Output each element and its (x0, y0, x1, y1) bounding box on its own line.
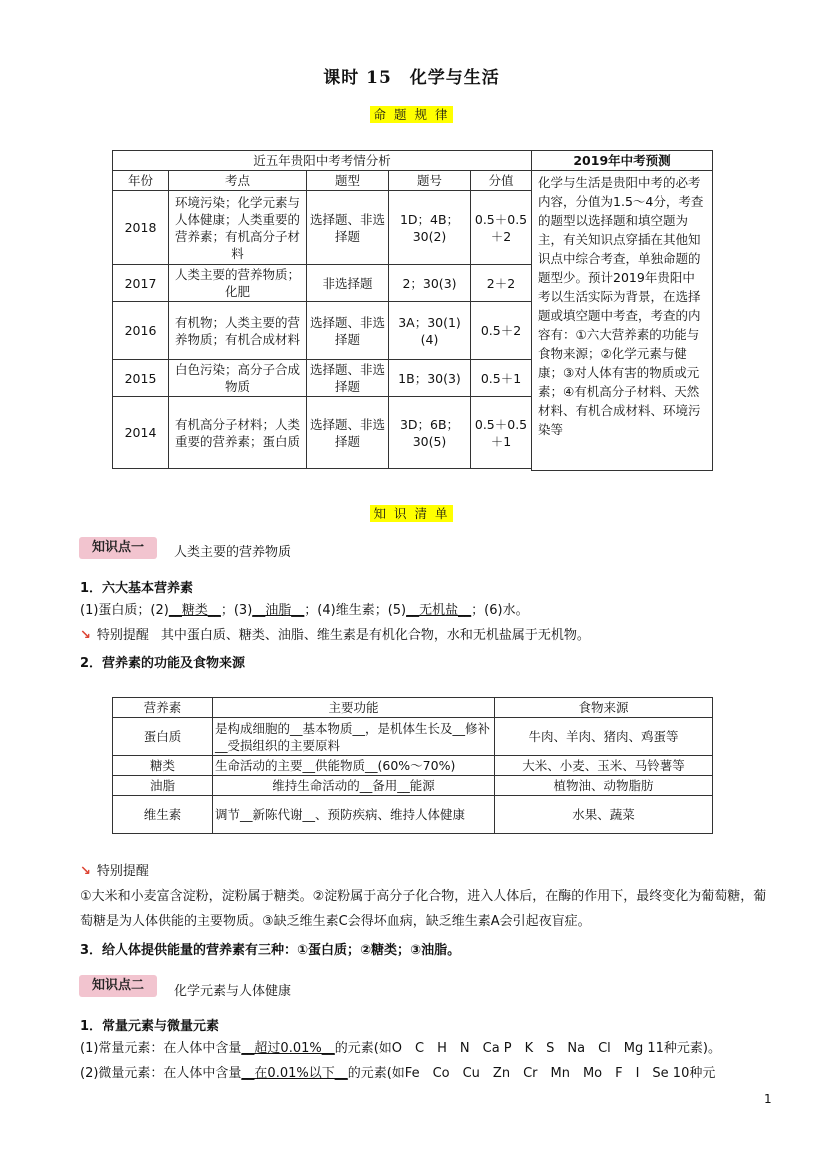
column-header: 题型 (307, 171, 389, 191)
point-cell: 人类主要的营养物质；化肥 (169, 265, 307, 302)
tip-arrow-icon: ↘ (80, 864, 91, 879)
score-cell: 0.5＋1 (471, 360, 532, 397)
section-label: 知 识 清 单 (370, 505, 454, 522)
score-cell: 0.5＋0.5＋1 (471, 397, 532, 469)
source-cell: 植物油、动物脂肪 (495, 776, 713, 796)
column-header: 年份 (113, 171, 169, 191)
num-cell: 1B；30(3) (389, 360, 471, 397)
score-cell: 0.5＋2 (471, 302, 532, 360)
source-cell: 大米、小麦、玉米、马铃薯等 (495, 756, 713, 776)
year-cell: 2018 (113, 191, 169, 265)
table-row (113, 796, 713, 834)
function-cell: 生命活动的主要__供能物质__(60%～70%) (213, 756, 495, 776)
kp1-heading-3: 3．给人体提供能量的营养素有三种：①蛋白质；②糖类；③油脂。 (80, 943, 461, 958)
type-cell: 选择题、非选择题 (307, 397, 389, 469)
column-header: 食物来源 (495, 698, 713, 718)
point-cell: 白色污染；高分子合成物质 (169, 360, 307, 397)
type-cell: 选择题、非选择题 (307, 360, 389, 397)
kp1-heading-1: 1．六大基本营养素 (80, 581, 194, 596)
answer-blank: __糖类__ (168, 603, 221, 618)
table-row (113, 776, 713, 796)
source-cell: 牛肉、羊肉、猪肉、鸡蛋等 (495, 718, 713, 756)
year-cell: 2016 (113, 302, 169, 360)
tip-text: 其中蛋白质、糖类、油脂、维生素是有机化合物，水和无机盐属于无机物。 (160, 628, 590, 643)
kp1-title: 人类主要的营养物质 (174, 545, 292, 560)
type-cell: 选择题、非选择题 (307, 302, 389, 360)
nutrient-cell: 糖类 (113, 756, 213, 776)
year-cell: 2014 (113, 397, 169, 469)
column-header: 考点 (169, 171, 307, 191)
answer-blank: __在0.01%以下__ (241, 1066, 348, 1081)
kp2-tag: 知识点二 (79, 975, 157, 997)
table-row (113, 718, 713, 756)
num-cell: 1D；4B；30(2) (389, 191, 471, 265)
type-cell: 选择题、非选择题 (307, 191, 389, 265)
section-heading-rules (0, 104, 823, 123)
nutrient-table (112, 697, 713, 834)
kp1-tag: 知识点一 (79, 537, 157, 559)
column-header: 分值 (471, 171, 532, 191)
section-heading-knowledge (0, 503, 823, 522)
page-title: 课时 15 化学与生活 (323, 68, 500, 88)
num-cell: 2；30(3) (389, 265, 471, 302)
tip-label: 特别提醒 (96, 628, 149, 643)
type-cell: 非选择题 (307, 265, 389, 302)
function-cell: 调节__新陈代谢__、预防疾病、维持人体健康 (213, 796, 495, 834)
function-cell: 是构成细胞的__基本物质__，是机体生长及__修补__受损组织的主要原料 (213, 718, 495, 756)
kp2-heading-1: 1．常量元素与微量元素 (80, 1019, 220, 1034)
year-cell: 2015 (113, 360, 169, 397)
tip-arrow-icon: ↘ (80, 628, 91, 643)
nutrient-cell: 维生素 (113, 796, 213, 834)
function-cell: 维持生命活动的__备用__能源 (213, 776, 495, 796)
year-cell: 2017 (113, 265, 169, 302)
column-header: 主要功能 (213, 698, 495, 718)
nutrient-cell: 油脂 (113, 776, 213, 796)
nutrient-cell: 蛋白质 (113, 718, 213, 756)
kp2-trace-line: (2)微量元素：在人体中含量__在0.01%以下__的元素(如Fe Co Cu Zn Cr Mn Mo F I Se 10种元 (80, 1066, 716, 1081)
point-cell: 有机物；人类主要的营养物质；有机合成材料 (169, 302, 307, 360)
table-header-right: 2019年中考预测 (532, 151, 713, 171)
column-header: 题号 (389, 171, 471, 191)
prediction-text: 化学与生活是贵阳中考的必考内容，分值为1.5～4分，考查的题型以选择题和填空题为主，有关知识点穿插在其他知识点中综合考查，单独命题的题型少。预计2019年贵阳中考以生活实际为背景，在选择题或填空题中考查，考查的内容有：①六大营养素的功能与食物来源；②化学元素与健康；③对人体有害的物质或元素；④有机高分子材料、天然材料、有机合成材料、环境污染等 (532, 171, 713, 471)
num-cell: 3A；30(1)(4) (389, 302, 471, 360)
score-cell: 0.5＋0.5＋2 (471, 191, 532, 265)
kp1-tip-2-text: ①大米和小麦富含淀粉，淀粉属于糖类。②淀粉属于高分子化合物，进入人体后，在酶的作用下，最终变化为葡萄糖，葡萄糖是为人体供能的主要物质。③缺乏维生素C会得坏血病，缺乏维生素A会引起夜盲症。 (80, 889, 767, 929)
kp1-tip-1 (80, 626, 590, 646)
tip-label: 特别提醒 (96, 864, 149, 879)
kp1-tip-2-label (80, 862, 149, 882)
source-cell: 水果、蔬菜 (495, 796, 713, 834)
point-cell: 环境污染；化学元素与人体健康；人类重要的营养素；有机高分子材料 (169, 191, 307, 265)
table-row (113, 756, 713, 776)
answer-blank: __超过0.01%__ (241, 1041, 335, 1056)
section-label: 命 题 规 律 (370, 106, 454, 123)
kp2-macro-line: (1)常量元素：在人体中含量__超过0.01%__的元素(如O C H N Ca P K S Na Cl Mg 11种元素)。 (80, 1041, 722, 1056)
num-cell: 3D；6B；30(5) (389, 397, 471, 469)
kp1-heading-2: 2．营养素的功能及食物来源 (80, 656, 246, 671)
answer-blank: __无机盐__ (406, 603, 472, 618)
point-cell: 有机高分子材料；人类重要的营养素；蛋白质 (169, 397, 307, 469)
kp2-title: 化学元素与人体健康 (174, 984, 292, 999)
table-header-left: 近五年贵阳中考考情分析 (113, 151, 532, 171)
score-cell: 2＋2 (471, 265, 532, 302)
kp1-nutrients-line: (1)蛋白质；(2)__糖类__；(3)__油脂__；(4)维生素；(5)__无机盐__；(6)水。 (80, 603, 529, 618)
exam-analysis-table (112, 150, 713, 471)
page-number: 1 (764, 1092, 772, 1106)
answer-blank: __油脂__ (252, 603, 305, 618)
column-header: 营养素 (113, 698, 213, 718)
